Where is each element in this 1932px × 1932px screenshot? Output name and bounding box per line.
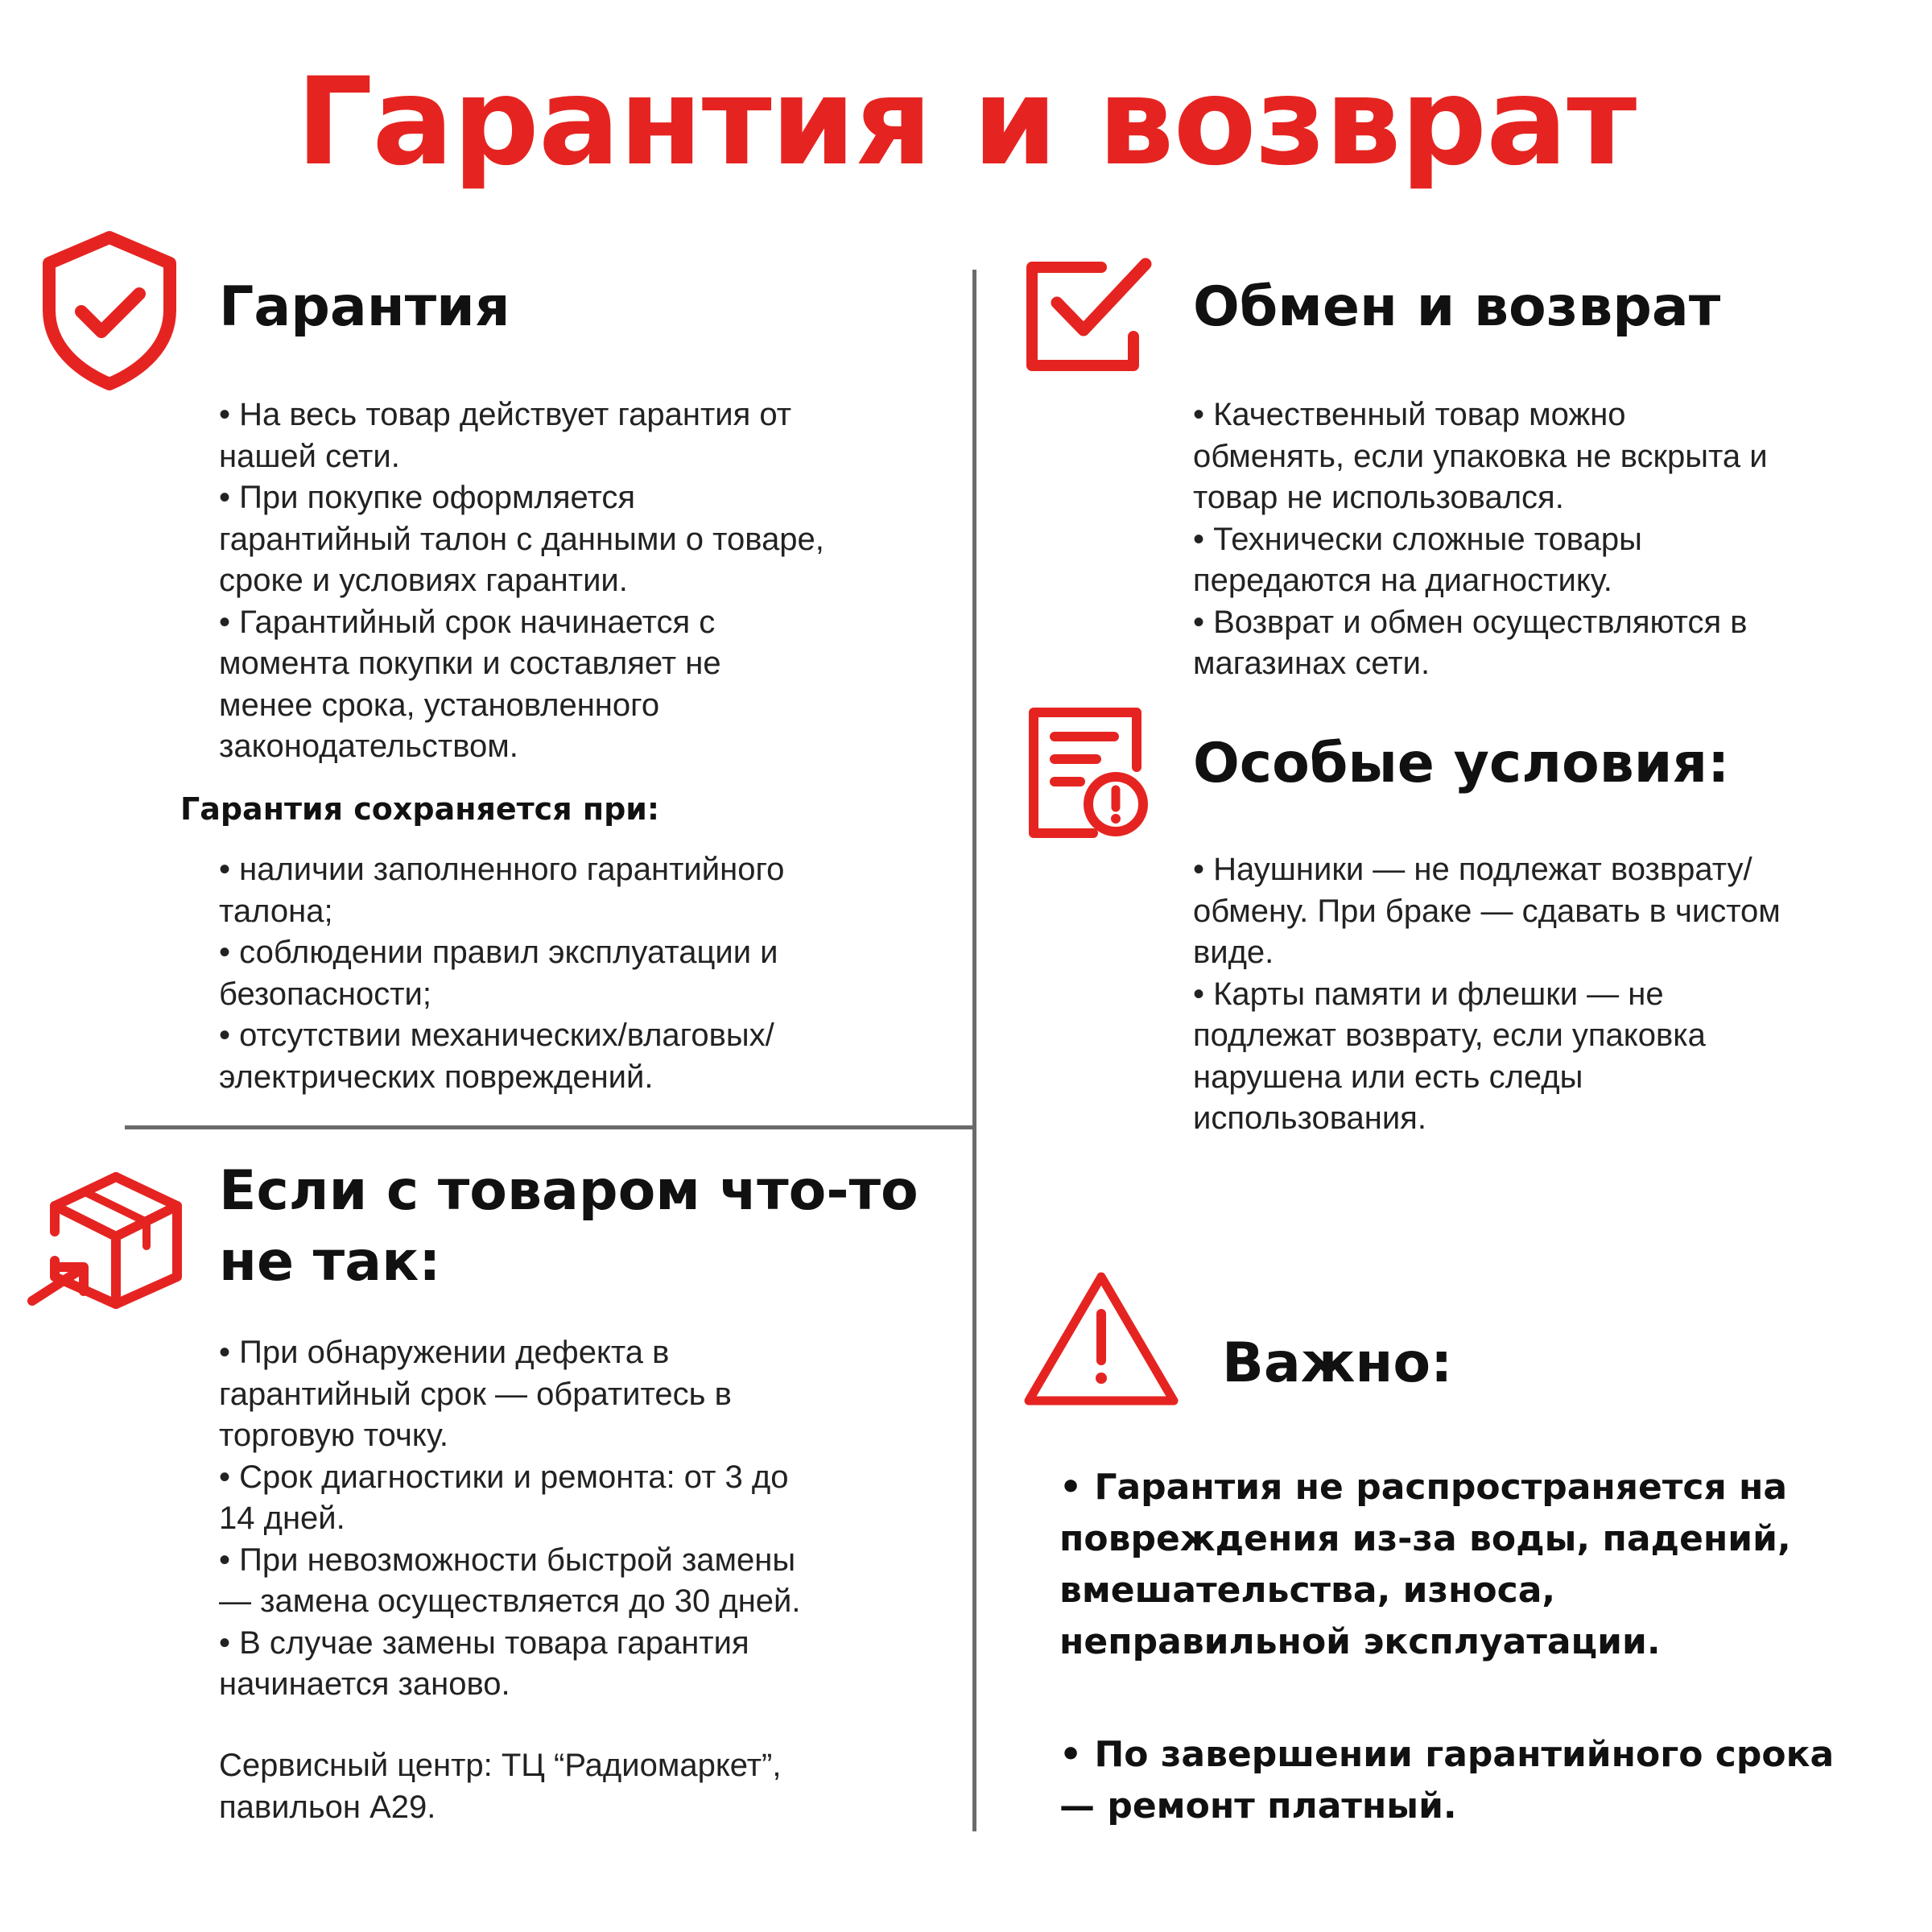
text-line: товар не использовался. (1193, 480, 1564, 515)
special-text (1193, 849, 1781, 1140)
text-line: — замена осуществляется до 30 дней. (219, 1583, 801, 1619)
text-line: • В случае замены товара гарантия (219, 1624, 749, 1661)
text-line: павильон А29. (219, 1789, 436, 1825)
text-line: использования. (1193, 1100, 1426, 1136)
text-line: обменять, если упаковка не вскрыта и (1193, 438, 1768, 474)
text-line: законодательством. (219, 729, 518, 764)
exchange-heading: Обмен и возврат (1193, 275, 1721, 339)
text-line: магазинах сети. (1193, 646, 1430, 681)
text-line: электрических повреждений. (219, 1059, 654, 1095)
text-line: • наличии заполненного гарантийного (219, 852, 785, 887)
important-text-1 (1059, 1462, 1791, 1668)
special-heading: Особые условия: (1193, 732, 1730, 795)
important-text-2 (1059, 1729, 1834, 1832)
horizontal-divider (125, 1125, 974, 1129)
text-line: начинается заново. (219, 1666, 510, 1702)
text-line: • Срок диагностики и ремонта: от 3 до (219, 1459, 789, 1495)
box-return-icon (26, 1166, 187, 1311)
text-line: • По завершении гарантийного срока (1059, 1734, 1835, 1775)
page-title: Гарантия и возврат (295, 52, 1637, 192)
text-line: • Наушники — не подлежат возврату/ (1193, 852, 1752, 887)
text-line: безопасности; (219, 976, 431, 1012)
text-line: торговую точку. (219, 1418, 448, 1453)
text-line: обмену. При браке — сдавать в чистом (1193, 893, 1781, 929)
text-line: талона; (219, 893, 333, 929)
text-line: • При невозможности быстрой замены (219, 1542, 796, 1578)
problem-heading (219, 1156, 919, 1298)
service-center-text (219, 1745, 781, 1828)
text-line: • Гарантия не распространяется на (1059, 1467, 1788, 1508)
text-line: сроке и условиях гарантии. (219, 563, 628, 598)
text-line: • Качественный товар можно (1193, 397, 1626, 432)
vertical-divider (972, 270, 976, 1831)
text-line: гарантийный талон с данными о товаре, (219, 521, 824, 557)
text-line: • На весь товар действует гарантия от (219, 397, 792, 432)
text-line: менее срока, установленного (219, 687, 660, 723)
warranty-kept-text (219, 849, 784, 1098)
text-line: • Технически сложные товары (1193, 521, 1642, 557)
document-alert-icon (1024, 704, 1153, 841)
warranty-heading: Гарантия (219, 275, 510, 339)
text-line: • При покупке оформляется (219, 480, 635, 515)
text-line: гарантийный срок — обратитесь в (219, 1376, 732, 1412)
problem-text (219, 1332, 801, 1706)
text-line: виде. (1193, 935, 1274, 970)
text-line: подлежат возврату, если упаковка (1193, 1018, 1706, 1053)
exchange-text (1193, 394, 1768, 685)
text-line: 14 дней. (219, 1501, 345, 1536)
warning-triangle-icon (1021, 1265, 1182, 1410)
text-line: нарушена или есть следы (1193, 1059, 1583, 1095)
text-line: Сервисный центр: ТЦ “Радиомаркет”, (219, 1748, 782, 1783)
text-line: • Возврат и обмен осуществляются в (1193, 604, 1748, 640)
text-line: • Карты памяти и флешки — не (1193, 976, 1664, 1012)
text-line: нашей сети. (219, 438, 400, 474)
warranty-text (219, 394, 824, 768)
text-line: повреждения из-за воды, падений, (1059, 1518, 1791, 1559)
problem-heading-line: не так: (219, 1230, 441, 1294)
problem-heading-line: Если с товаром что-то (219, 1159, 919, 1223)
text-line: момента покупки и составляет не (219, 646, 721, 681)
important-heading: Важно: (1222, 1331, 1453, 1395)
text-line: • соблюдении правил эксплуатации и (219, 935, 778, 970)
text-line: вмешательства, износа, (1059, 1570, 1556, 1611)
shield-check-icon (37, 229, 182, 390)
text-line: неправильной эксплуатации. (1059, 1621, 1661, 1662)
text-line: — ремонт платный. (1059, 1785, 1457, 1827)
text-line: • Гарантийный срок начинается с (219, 604, 716, 640)
text-line: • При обнаружении дефекта в (219, 1335, 670, 1370)
text-line: передаются на диагностику. (1193, 563, 1612, 598)
checkbox-check-icon (1021, 256, 1158, 377)
text-line: • отсутствии механических/влаговых/ (219, 1018, 774, 1053)
warranty-kept-heading: Гарантия сохраняется при: (180, 791, 660, 827)
